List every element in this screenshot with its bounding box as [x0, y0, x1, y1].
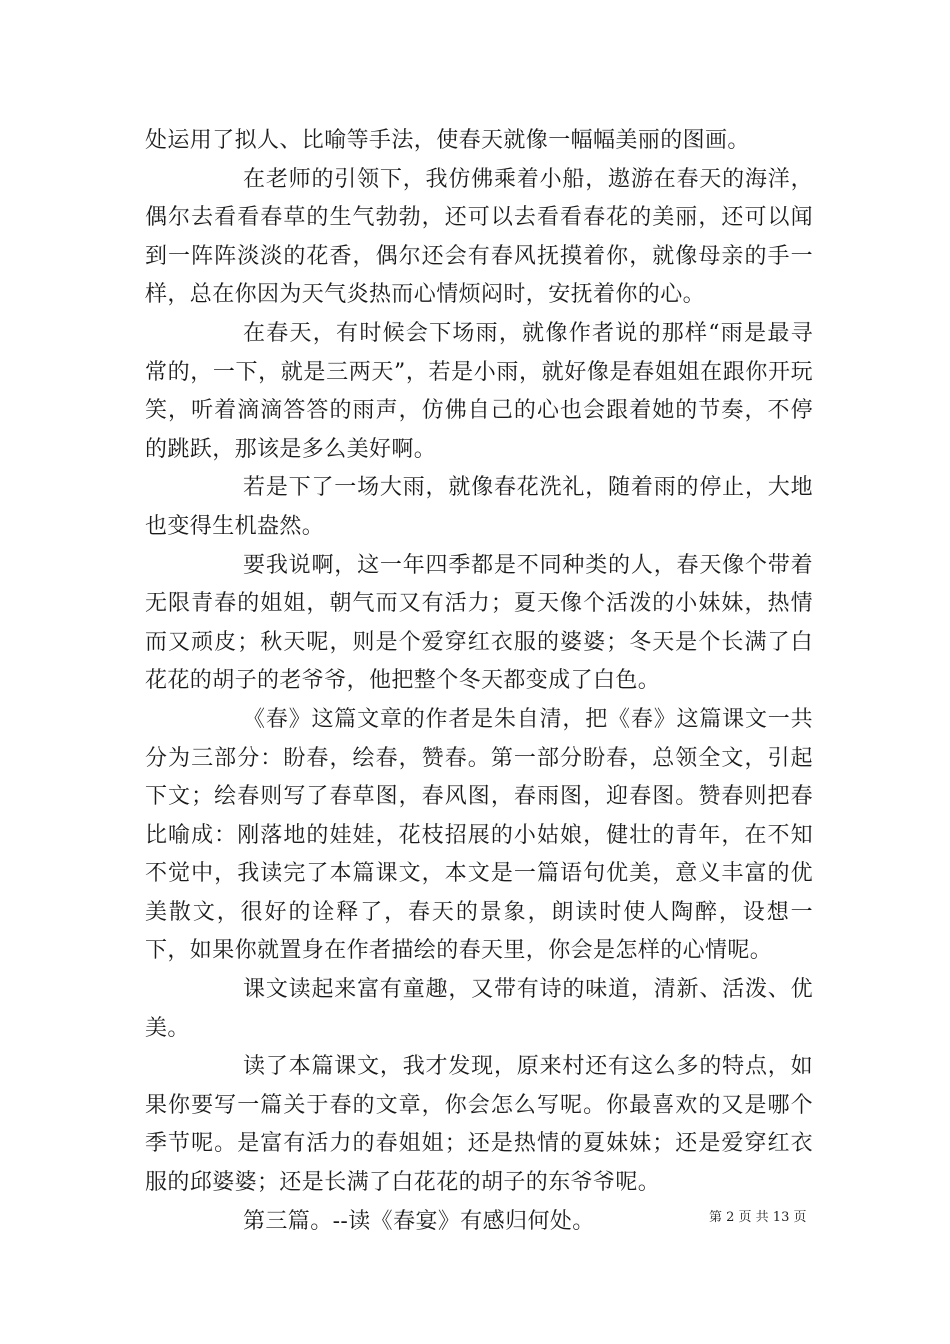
paragraph-7: 课文读起来富有童趣，又带有诗的味道，清新、活泼、优美。: [145, 977, 813, 1041]
document-body: [145, 122, 813, 1241]
paragraph-5: 要我说啊，这一年四季都是不同种类的人，春天像个带着无限青春的姐姐，朝气而又有活力；夏天像个活泼的小妹妹，热情而又顽皮；秋天呢，则是个爱穿红衣服的婆婆；冬天是个长满了白花花的胡子的老爷爷，他把整个冬天都变成了白色。: [145, 552, 813, 694]
page-number-footer: 第 2 页 共 13 页: [709, 1210, 807, 1225]
paragraph-6: 《春》这篇文章的作者是朱自清，把《春》这篇课文一共分为三部分：盼春，绘春，赞春。第一部分盼春，总领全文，引起下文；绘春则写了春草图，春风图，春雨图，迎春图。赞春则把春比喻成：刚落地的娃娃，花枝招展的小姑娘，健壮的青年，在不知不觉中，我读完了本篇课文，本文是一篇语句优美，意义丰富的优美散文，很好的诠释了，春天的景象，朗读时使人陶醉，设想一下，如果你就置身在作者描绘的春天里，你会是怎样的心情呢。: [145, 706, 813, 964]
paragraph-8: 读了本篇课文，我才发现，原来村还有这么多的特点，如果你要写一篇关于春的文章，你会怎么写呢。你最喜欢的又是哪个季节呢。是富有活力的春姐姐；还是热情的夏妹妹；还是爱穿红衣服的邱婆婆；还是长满了白花花的胡子的东爷爷呢。: [145, 1054, 813, 1196]
paragraph-9: 第三篇。--读《春宴》有感归何处。: [243, 1208, 595, 1234]
paragraph-4: 若是下了一场大雨，就像春花洗礼，随着雨的停止，大地也变得生机盎然。: [145, 475, 813, 539]
paragraph-1: 处运用了拟人、比喻等手法，使春天就像一幅幅美丽的图画。: [145, 128, 750, 153]
paragraph-3: 在春天，有时候会下场雨，就像作者说的那样“雨是最寻常的，一下，就是三两天”，若是小雨，就好像是春姐姐在跟你开玩笑，听着滴滴答答的雨声，仿佛自己的心也会跟着她的节奏，不停的跳跃，那该是多么美好啊。: [145, 320, 813, 462]
paragraph-2: 在老师的引领下，我仿佛乘着小船，遨游在春天的海洋，偶尔去看看春草的生气勃勃，还可以去看看春花的美丽，还可以闻到一阵阵淡淡的花香，偶尔还会有春风抚摸着你，就像母亲的手一样，总在你因为天气炎热而心情烦闷时，安抚着你的心。: [145, 166, 813, 308]
